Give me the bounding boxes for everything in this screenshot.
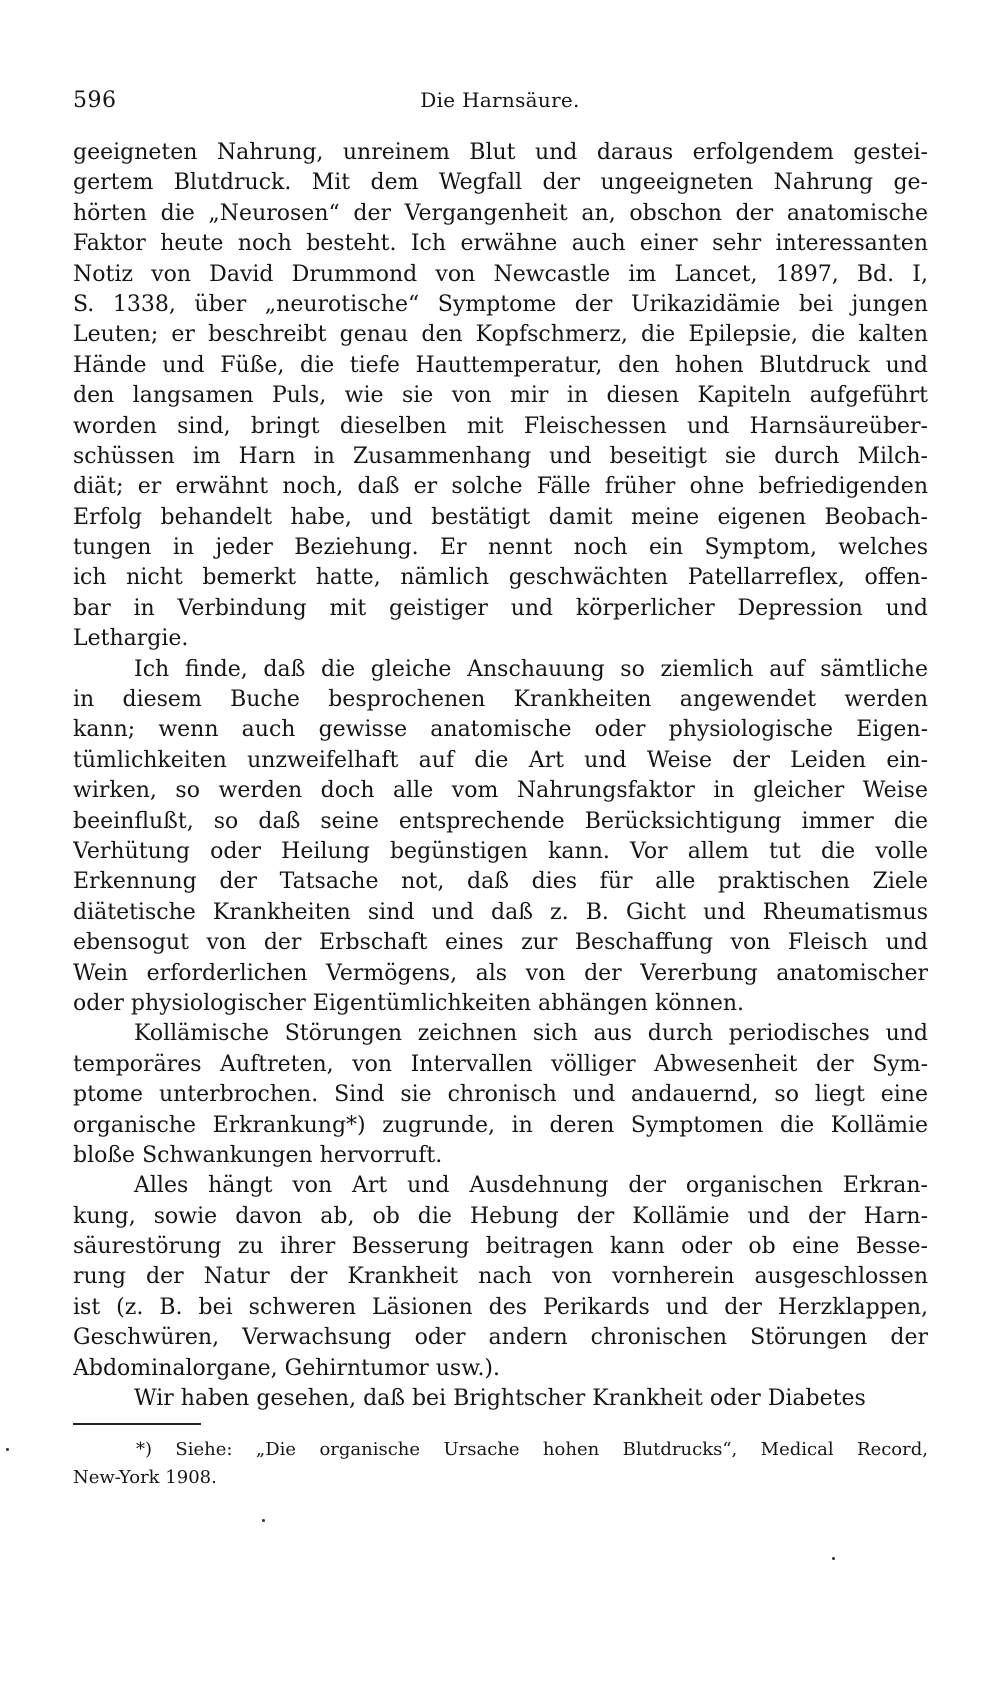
text-line: worden sind, bringt dieselben mit Fleischessen und Harnsäureüber- — [73, 413, 928, 439]
text-line: Kollämische Störungen zeichnen sich aus durch periodisches und — [134, 1021, 928, 1047]
text-line: ich nicht bemerkt hatte, nämlich geschwächten Patellarreflex, offen- — [73, 565, 928, 591]
text-line: kann; wenn auch gewisse anatomische oder physiologische Eigen- — [73, 717, 928, 743]
text-line: rung der Natur der Krankheit nach von vornherein ausgeschlossen — [73, 1264, 928, 1290]
text-line: Erkennung der Tatsache not, daß dies für alle praktischen Ziele — [73, 869, 928, 895]
text-line: bloße Schwankungen hervorruft. — [73, 1142, 443, 1168]
text-line: diät; er erwähnt noch, daß er solche Fälle früher ohne befriedigenden — [73, 474, 928, 500]
text-line: Leuten; er beschreibt genau den Kopfschmerz, die Epilepsie, die kalten — [73, 322, 928, 348]
text-line: Geschwüren, Verwachsung oder andern chronischen Störungen der — [73, 1325, 928, 1351]
print-speck — [832, 1557, 835, 1560]
footnote — [73, 1436, 928, 1492]
text-line: säurestörung zu ihrer Besserung beitragen kann oder ob eine Besse- — [73, 1234, 928, 1260]
text-line: Wein erforderlichen Vermögens, als von der Vererbung anatomischer — [73, 960, 928, 986]
text-line: organische Erkrankung*) zugrunde, in deren Symptomen die Kollämie — [73, 1112, 928, 1138]
text-line: oder physiologischer Eigentümlichkeiten abhängen können. — [73, 990, 745, 1016]
footnote-line: *) Siehe: „Die organische Ursache hohen Blutdrucks“, Medical Record, — [136, 1439, 928, 1460]
text-line: Notiz von David Drummond von Newcastle im Lancet, 1897, Bd. I, — [73, 261, 928, 287]
text-line: bar in Verbindung mit geistiger und körperlicher Depression und — [73, 595, 928, 621]
text-line: den langsamen Puls, wie sie von mir in diesen Kapiteln aufgeführt — [73, 383, 928, 409]
text-line: S. 1338, über „neurotische“ Symptome der Urikazidämie bei jungen — [73, 291, 928, 317]
text-line: schüssen im Harn in Zusammenhang und beseitigt sie durch Milch- — [73, 443, 928, 469]
text-line: hörten die „Neurosen“ der Vergangenheit an, obschon der anatomische — [73, 200, 928, 226]
footnote-line: New-York 1908. — [73, 1467, 217, 1488]
text-line: kung, sowie davon ab, ob die Hebung der Kollämie und der Harn- — [73, 1203, 928, 1229]
text-line: Verhütung oder Heilung begünstigen kann. Vor allem tut die volle — [73, 838, 928, 864]
text-line: ist (z. B. bei schweren Läsionen des Perikards und der Herzklappen, — [73, 1294, 928, 1320]
text-line: beeinflußt, so daß seine entsprechende Berücksichtigung immer die — [73, 808, 928, 834]
text-line: tungen in jeder Beziehung. Er nennt noch ein Symptom, welches — [73, 535, 928, 561]
text-line: ebensogut von der Erbschaft eines zur Beschaffung von Fleisch und — [73, 930, 928, 956]
text-line: Lethargie. — [73, 626, 189, 652]
text-line: Hände und Füße, die tiefe Hauttemperatur, den hohen Blutdruck und — [73, 352, 928, 378]
print-speck — [262, 1519, 265, 1522]
text-line: Alles hängt von Art und Ausdehnung der organischen Erkran- — [134, 1173, 928, 1199]
print-speck — [6, 1448, 9, 1451]
text-line: Faktor heute noch besteht. Ich erwähne auch einer sehr interessanten — [73, 231, 928, 257]
text-line: in diesem Buche besprochenen Krankheiten angewendet werden — [73, 687, 928, 713]
page-number: 596 — [73, 88, 117, 113]
text-line: Ich finde, daß die gleiche Anschauung so ziemlich auf sämtliche — [134, 656, 928, 682]
text-line: gertem Blutdruck. Mit dem Wegfall der ungeeigneten Nahrung ge- — [73, 170, 928, 196]
footnote-rule — [73, 1423, 201, 1425]
text-line: wirken, so werden doch alle vom Nahrungsfaktor in gleicher Weise — [73, 778, 928, 804]
text-line: temporäres Auftreten, von Intervallen völliger Abwesenheit der Sym- — [73, 1051, 928, 1077]
text-line: Abdominalorgane, Gehirntumor usw.). — [73, 1355, 501, 1381]
text-line: Wir haben gesehen, daß bei Brightscher Krankheit oder Diabetes — [134, 1386, 866, 1412]
running-head: Die Harnsäure. — [420, 88, 580, 112]
text-line: Erfolg behandelt habe, und bestätigt damit meine eigenen Beobach- — [73, 504, 928, 530]
text-line: ptome unterbrochen. Sind sie chronisch und andauernd, so liegt eine — [73, 1082, 928, 1108]
text-line: geeigneten Nahrung, unreinem Blut und daraus erfolgendem gestei- — [73, 140, 928, 165]
text-line: diätetische Krankheiten sind und daß z. B. Gicht und Rheumatismus — [73, 899, 928, 925]
text-line: tümlichkeiten unzweifelhaft auf die Art und Weise der Leiden ein- — [73, 747, 928, 773]
body-text — [73, 138, 928, 1414]
